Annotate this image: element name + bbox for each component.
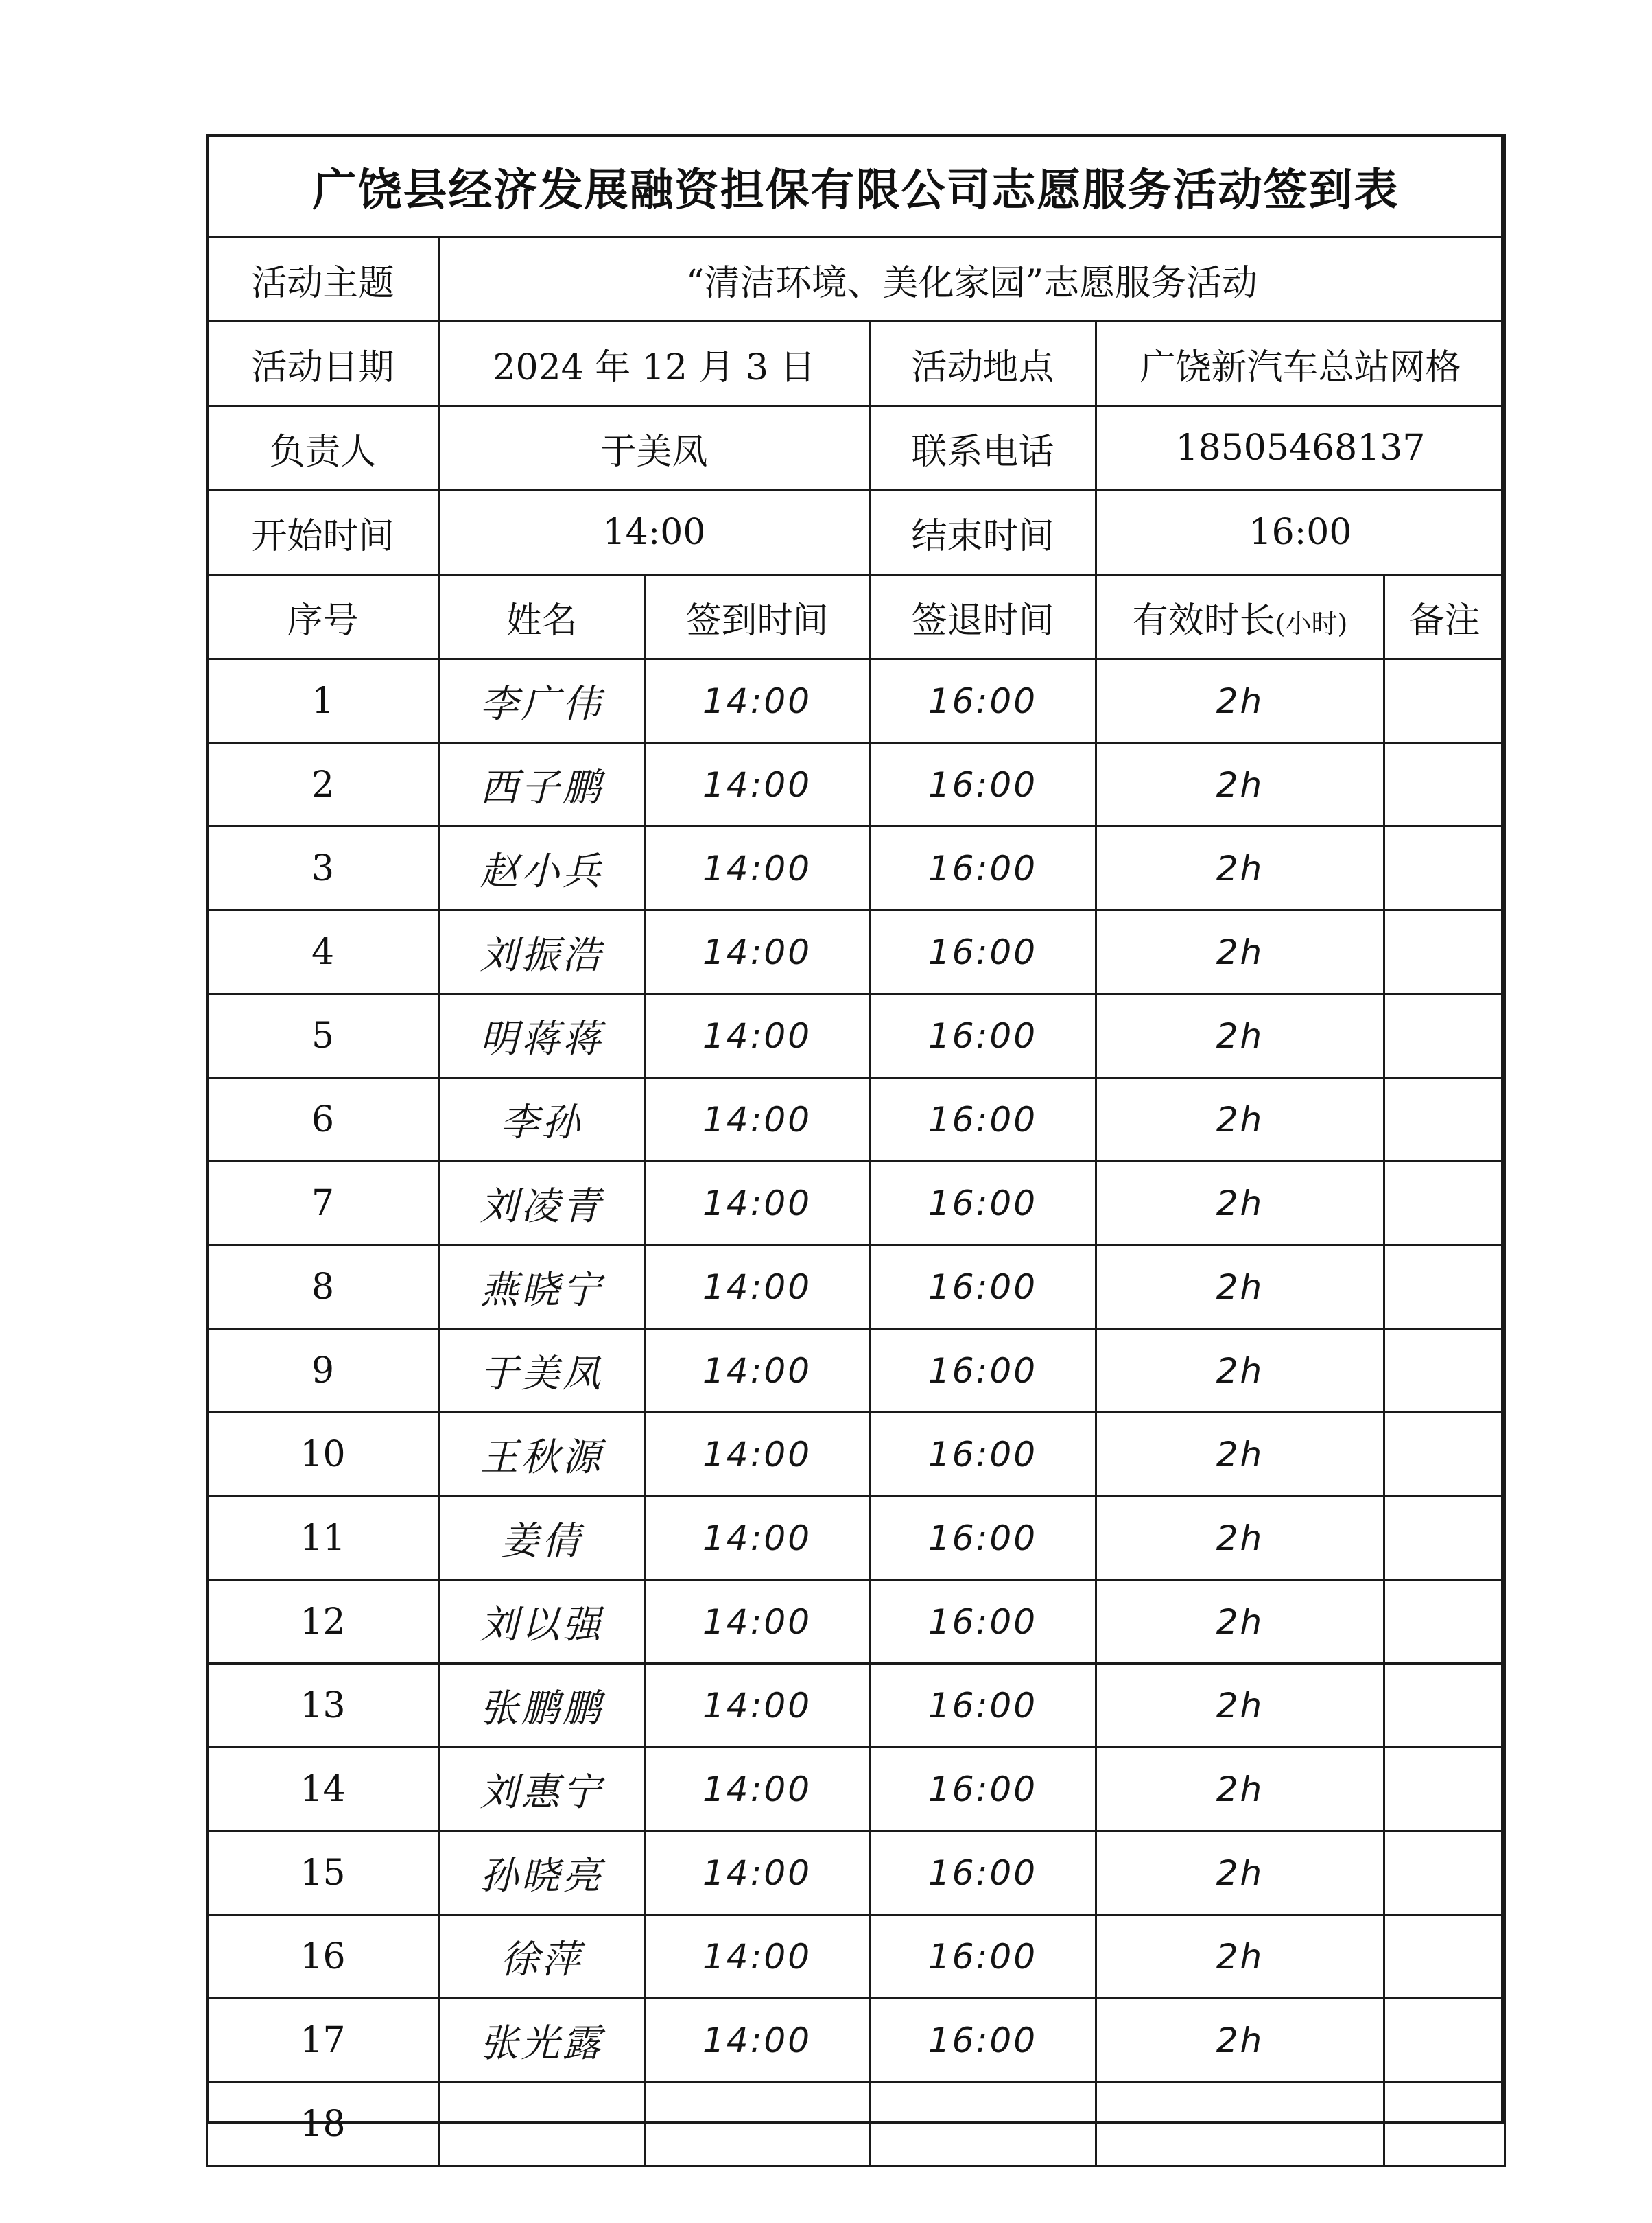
row-duration: 2h xyxy=(1096,1162,1384,1245)
row-name-signature: 明蒋蒋 xyxy=(439,994,645,1078)
row-index: 1 xyxy=(207,659,439,743)
row-signin-time: 14:00 xyxy=(645,1999,870,2082)
row-name-signature: 徐萍 xyxy=(439,1915,645,1999)
row-index: 6 xyxy=(207,1078,439,1162)
row-signin-time: 14:00 xyxy=(645,910,870,994)
date-value: 2024 年 12 月 3 日 xyxy=(439,322,870,406)
table-row xyxy=(207,1078,1505,1162)
row-signin-time: 14:00 xyxy=(645,1664,870,1748)
row-index: 8 xyxy=(207,1245,439,1329)
row-signin-time: 14:00 xyxy=(645,1496,870,1580)
table-row xyxy=(207,827,1505,910)
row-name-signature: 刘惠宁 xyxy=(439,1748,645,1831)
row-notes xyxy=(1384,1831,1505,1915)
row-notes xyxy=(1384,910,1505,994)
row-signout-time: 16:00 xyxy=(870,1329,1096,1413)
row-name-signature: 刘以强 xyxy=(439,1580,645,1664)
row-name-signature: 刘振浩 xyxy=(439,910,645,994)
row-signout-time: 16:00 xyxy=(870,1078,1096,1162)
row-signout-time: 16:00 xyxy=(870,659,1096,743)
table-row xyxy=(207,1831,1505,1915)
row-index: 11 xyxy=(207,1496,439,1580)
table-row xyxy=(207,1915,1505,1999)
header-index: 序号 xyxy=(207,575,439,659)
start-time-label: 开始时间 xyxy=(207,491,439,575)
row-notes xyxy=(1384,1162,1505,1245)
row-index: 15 xyxy=(207,1831,439,1915)
row-duration: 2h xyxy=(1096,1580,1384,1664)
row-signout-time: 16:00 xyxy=(870,1245,1096,1329)
row-signout-time: 16:00 xyxy=(870,910,1096,994)
table-row xyxy=(207,1664,1505,1748)
row-notes xyxy=(1384,2082,1505,2166)
table-row xyxy=(207,1496,1505,1580)
row-duration: 2h xyxy=(1096,1413,1384,1496)
row-duration: 2h xyxy=(1096,1664,1384,1748)
row-notes xyxy=(1384,1078,1505,1162)
column-header-row xyxy=(207,575,1505,659)
row-notes xyxy=(1384,1748,1505,1831)
row-index: 7 xyxy=(207,1162,439,1245)
row-name-signature: 孙晓亮 xyxy=(439,1831,645,1915)
date-label: 活动日期 xyxy=(207,322,439,406)
row-signin-time: 14:00 xyxy=(645,1915,870,1999)
end-time-label: 结束时间 xyxy=(870,491,1096,575)
header-duration xyxy=(1096,575,1384,659)
row-name-signature: 张鹏鹏 xyxy=(439,1664,645,1748)
row-signout-time: 16:00 xyxy=(870,1413,1096,1496)
start-time-value: 14:00 xyxy=(439,491,870,575)
row-signin-time: 14:00 xyxy=(645,994,870,1078)
row-duration: 2h xyxy=(1096,1245,1384,1329)
table-row xyxy=(207,1580,1505,1664)
row-duration: 2h xyxy=(1096,1748,1384,1831)
table-row xyxy=(207,1162,1505,1245)
row-signin-time xyxy=(645,2082,870,2166)
row-notes xyxy=(1384,994,1505,1078)
row-notes xyxy=(1384,743,1505,827)
row-index: 5 xyxy=(207,994,439,1078)
sign-in-sheet xyxy=(206,134,1504,2145)
row-name-signature: 张光露 xyxy=(439,1999,645,2082)
table-row xyxy=(207,910,1505,994)
row-index: 16 xyxy=(207,1915,439,1999)
row-notes xyxy=(1384,1999,1505,2082)
row-index: 12 xyxy=(207,1580,439,1664)
table-row xyxy=(207,1999,1505,2082)
row-duration: 2h xyxy=(1096,827,1384,910)
row-signout-time: 16:00 xyxy=(870,1664,1096,1748)
header-notes: 备注 xyxy=(1384,575,1505,659)
row-name-signature: 西子鹏 xyxy=(439,743,645,827)
row-signout-time xyxy=(870,2082,1096,2166)
table-row xyxy=(207,994,1505,1078)
row-duration: 2h xyxy=(1096,1831,1384,1915)
phone-label: 联系电话 xyxy=(870,406,1096,491)
row-notes xyxy=(1384,659,1505,743)
row-signin-time: 14:00 xyxy=(645,743,870,827)
row-index: 10 xyxy=(207,1413,439,1496)
table-row xyxy=(207,659,1505,743)
row-index: 3 xyxy=(207,827,439,910)
row-signout-time: 16:00 xyxy=(870,1999,1096,2082)
row-name-signature: 燕晓宁 xyxy=(439,1245,645,1329)
row-name-signature: 李孙 xyxy=(439,1078,645,1162)
row-duration: 2h xyxy=(1096,1329,1384,1413)
table-row xyxy=(207,1413,1505,1496)
row-signin-time: 14:00 xyxy=(645,1245,870,1329)
header-name: 姓名 xyxy=(439,575,645,659)
row-duration: 2h xyxy=(1096,1999,1384,2082)
row-index: 13 xyxy=(207,1664,439,1748)
phone-value: 18505468137 xyxy=(1096,406,1505,491)
row-signin-time: 14:00 xyxy=(645,1078,870,1162)
location-label: 活动地点 xyxy=(870,322,1096,406)
table-row xyxy=(207,1245,1505,1329)
table-row xyxy=(207,1748,1505,1831)
row-signout-time: 16:00 xyxy=(870,743,1096,827)
row-index: 4 xyxy=(207,910,439,994)
row-name-signature: 王秋源 xyxy=(439,1413,645,1496)
row-signin-time: 14:00 xyxy=(645,1748,870,1831)
row-signin-time: 14:00 xyxy=(645,1831,870,1915)
row-signout-time: 16:00 xyxy=(870,1580,1096,1664)
row-duration: 2h xyxy=(1096,659,1384,743)
row-signout-time: 16:00 xyxy=(870,827,1096,910)
theme-value: “清洁环境、美化家园”志愿服务活动 xyxy=(439,237,1505,322)
row-signin-time: 14:00 xyxy=(645,827,870,910)
header-duration-main: 有效时长 xyxy=(1132,600,1275,642)
row-notes xyxy=(1384,1245,1505,1329)
row-name-signature: 赵小兵 xyxy=(439,827,645,910)
row-notes xyxy=(1384,1915,1505,1999)
table-row xyxy=(207,743,1505,827)
row-duration: 2h xyxy=(1096,910,1384,994)
row-notes xyxy=(1384,1664,1505,1748)
row-signin-time: 14:00 xyxy=(645,1580,870,1664)
row-duration: 2h xyxy=(1096,1496,1384,1580)
row-duration: 2h xyxy=(1096,743,1384,827)
row-notes xyxy=(1384,1496,1505,1580)
table-row xyxy=(207,1329,1505,1413)
header-signout-time: 签退时间 xyxy=(870,575,1096,659)
row-duration xyxy=(1096,2082,1384,2166)
row-signin-time: 14:00 xyxy=(645,1329,870,1413)
row-name-signature xyxy=(439,2082,645,2166)
row-index: 9 xyxy=(207,1329,439,1413)
location-value: 广饶新汽车总站网格 xyxy=(1096,322,1505,406)
row-signout-time: 16:00 xyxy=(870,1915,1096,1999)
row-signout-time: 16:00 xyxy=(870,994,1096,1078)
document-title: 广饶县经济发展融资担保有限公司志愿服务活动签到表 xyxy=(207,136,1505,237)
row-name-signature: 于美凤 xyxy=(439,1329,645,1413)
row-name-signature: 姜倩 xyxy=(439,1496,645,1580)
row-signout-time: 16:00 xyxy=(870,1831,1096,1915)
leader-value: 于美凤 xyxy=(439,406,870,491)
row-notes xyxy=(1384,1329,1505,1413)
header-signin-time: 签到时间 xyxy=(645,575,870,659)
row-signout-time: 16:00 xyxy=(870,1748,1096,1831)
leader-label: 负责人 xyxy=(207,406,439,491)
row-signin-time: 14:00 xyxy=(645,1413,870,1496)
row-notes xyxy=(1384,827,1505,910)
sign-in-table xyxy=(206,134,1506,2167)
header-duration-unit: (小时) xyxy=(1275,608,1348,639)
row-index: 2 xyxy=(207,743,439,827)
row-index: 17 xyxy=(207,1999,439,2082)
theme-label: 活动主题 xyxy=(207,237,439,322)
row-notes xyxy=(1384,1580,1505,1664)
end-time-value: 16:00 xyxy=(1096,491,1505,575)
row-name-signature: 刘凌青 xyxy=(439,1162,645,1245)
row-name-signature: 李广伟 xyxy=(439,659,645,743)
row-signin-time: 14:00 xyxy=(645,659,870,743)
row-notes xyxy=(1384,1413,1505,1496)
table-row xyxy=(207,2082,1505,2166)
row-index: 14 xyxy=(207,1748,439,1831)
row-signout-time: 16:00 xyxy=(870,1496,1096,1580)
row-duration: 2h xyxy=(1096,994,1384,1078)
row-duration: 2h xyxy=(1096,1078,1384,1162)
row-signin-time: 14:00 xyxy=(645,1162,870,1245)
row-signout-time: 16:00 xyxy=(870,1162,1096,1245)
row-duration: 2h xyxy=(1096,1915,1384,1999)
row-index: 18 xyxy=(207,2082,439,2166)
